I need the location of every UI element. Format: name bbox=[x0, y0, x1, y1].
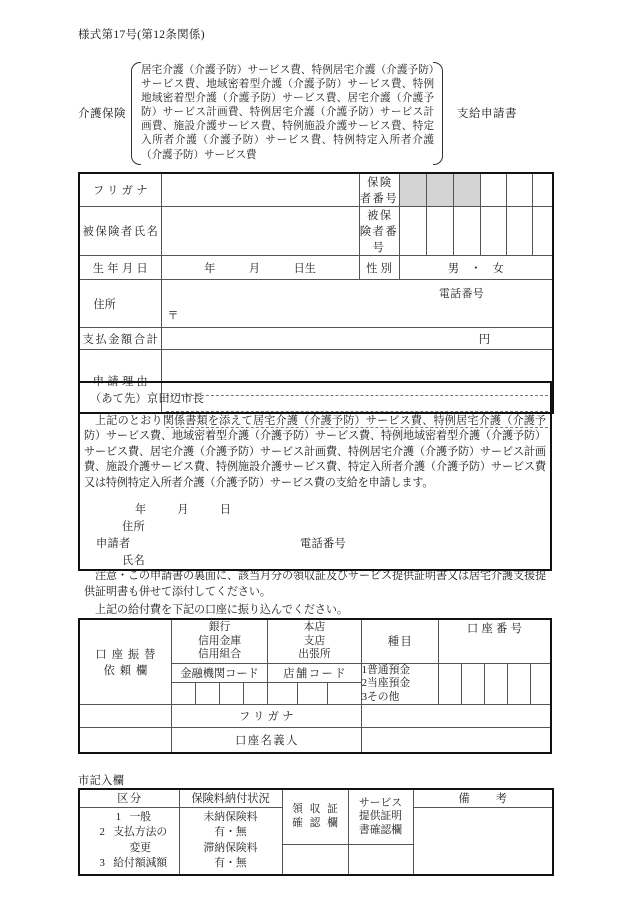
table-row bbox=[79, 207, 553, 256]
bank-row-label-line2: 依頼欄 bbox=[103, 665, 153, 677]
title-service-list: 居宅介護（介護予防）サービス費、特例居宅介護（介護予防）サービス費、地域密着型介護（介護予防）サービス費、特例地域密着型介護（介護予防）サービス費、居宅介護（介護予防）サービス計画費、特例居宅介護（介護予防）サービス計画費、施設介護サービス費、特例施設介護サービス費、特定入所者介護（介護予防）サービス費、特例特定入所者介護（介護予防）サービス費 bbox=[141, 65, 434, 161]
gender-value-cell[interactable] bbox=[399, 256, 553, 280]
kubun-header: 区分 bbox=[117, 793, 143, 806]
table-row bbox=[79, 619, 551, 663]
bank-blank-cell-1 bbox=[79, 705, 171, 728]
branch-code-box-1[interactable] bbox=[268, 682, 298, 704]
kubun-text-3: 給付額減額 bbox=[113, 857, 168, 870]
insurer-number-box-3[interactable] bbox=[453, 173, 480, 207]
table-row bbox=[79, 728, 551, 753]
account-holder-input-cell[interactable] bbox=[361, 728, 551, 753]
signature-tel-label: 電話番号 bbox=[300, 538, 346, 550]
birthdate-label: 生年月日 bbox=[92, 262, 152, 275]
title-block bbox=[78, 62, 552, 165]
branch-type-cell[interactable] bbox=[268, 619, 361, 663]
birthdate-input-cell[interactable] bbox=[161, 256, 359, 280]
address-label-cell bbox=[79, 280, 161, 328]
address-label: 住所 bbox=[93, 298, 116, 311]
signature-address-label: 住所 bbox=[122, 521, 145, 533]
signature-name-label: 氏名 bbox=[122, 555, 145, 567]
remarks-input-cell[interactable] bbox=[413, 807, 553, 875]
payment-total-label: 支払金額合計 bbox=[82, 333, 160, 346]
brace-left-icon bbox=[131, 62, 141, 165]
kind-header: 種目 bbox=[387, 636, 414, 649]
reason-label: 申請理由 bbox=[92, 375, 152, 388]
insurer-number-box-1[interactable] bbox=[399, 173, 426, 207]
bank-type-2: 信用組合 bbox=[197, 648, 242, 660]
kind-option-0: 1普通預金 bbox=[361, 663, 411, 676]
insurer-number-label: 保険者番号 bbox=[359, 177, 399, 205]
insured-name-input-cell[interactable] bbox=[161, 207, 359, 256]
insurer-number-box-2[interactable] bbox=[426, 173, 453, 207]
insured-number-box-2[interactable] bbox=[426, 207, 453, 256]
branch-type-2: 出張所 bbox=[298, 648, 331, 660]
branch-type-0: 本店 bbox=[303, 621, 326, 633]
bank-type-cell[interactable] bbox=[171, 619, 267, 663]
kubun-item-0 bbox=[80, 810, 179, 826]
kubun-options-cell[interactable] bbox=[79, 807, 179, 875]
bank-row-label-cell bbox=[79, 619, 171, 705]
branch-code-label-cell bbox=[268, 663, 361, 682]
table-row bbox=[79, 256, 553, 280]
service-cert-header-cell: サービス 提供証明 書確認欄 bbox=[348, 789, 413, 844]
furigana-label: フリガナ bbox=[93, 185, 151, 197]
branch-code-box-2[interactable] bbox=[298, 682, 328, 704]
receipt-check-header-cell: 領 収 証 確 認 欄 bbox=[282, 789, 348, 844]
kind-option-1: 2当座預金 bbox=[361, 677, 411, 689]
payment-status-2: 滞納保険料 bbox=[203, 841, 258, 854]
account-number-box-5[interactable] bbox=[531, 663, 551, 705]
gender-label: 性別 bbox=[366, 262, 396, 275]
applicant-info-table bbox=[78, 172, 554, 414]
kubun-header-cell bbox=[79, 789, 179, 807]
payment-status-header: 保険料納付状況 bbox=[191, 793, 270, 806]
insured-number-box-4[interactable] bbox=[480, 207, 506, 256]
city-section-label: 市記入欄 bbox=[78, 775, 125, 787]
applicant-label: 申請者 bbox=[96, 538, 131, 550]
payment-status-header-cell bbox=[179, 789, 282, 807]
city-use-table bbox=[78, 788, 554, 876]
bank-type-0: 銀行 bbox=[208, 621, 231, 633]
account-number-box-1[interactable] bbox=[438, 663, 461, 705]
addressee-line: （あて先）京田辺市長 bbox=[90, 393, 204, 405]
account-furigana-label: フリガナ bbox=[239, 711, 297, 723]
insured-number-label: 被保険者番号 bbox=[359, 210, 399, 254]
payment-status-1: 有・無 bbox=[214, 826, 247, 839]
payment-total-input-cell[interactable] bbox=[161, 328, 553, 350]
table-row bbox=[79, 328, 553, 350]
furigana-label-cell bbox=[79, 173, 161, 207]
currency-unit: 円 bbox=[478, 333, 491, 346]
branch-code-box-3[interactable] bbox=[328, 682, 361, 704]
account-number-box-3[interactable] bbox=[485, 663, 508, 705]
kind-options-cell[interactable] bbox=[361, 663, 438, 705]
kubun-item-2 bbox=[80, 841, 179, 857]
bank-code-box-3[interactable] bbox=[220, 682, 244, 704]
account-number-header-cell bbox=[438, 619, 551, 663]
signature-date-line[interactable]: 年 月 日 bbox=[135, 504, 241, 516]
declaration-paragraph: 上記のとおり関係書類を添えて居宅介護（介護予防）サービス費、特例居宅介護（介護予防）サービス費、地域密着型介護（介護予防）サービス費、特例地域密着型介護（介護予防）サービス費、居宅介護（介護予防）サービス計画費、特例居宅介護（介護予防）サービス計画費、施設介護サービス費、特例施設介護サービス費、特定入所者介護（介護予防）サービス費又は特例特定入所者介護（介護予防）サービス費の支給を申請します。 bbox=[84, 415, 546, 489]
account-holder-label-cell bbox=[171, 728, 361, 753]
title-left-label: 介護保険 bbox=[78, 108, 126, 121]
branch-code-label: 店舗コード bbox=[283, 667, 348, 680]
account-furigana-input-cell[interactable] bbox=[361, 705, 551, 728]
bank-code-label-cell bbox=[171, 663, 267, 682]
insurer-number-box-4[interactable] bbox=[480, 173, 506, 207]
account-number-box-2[interactable] bbox=[462, 663, 485, 705]
bank-transfer-table bbox=[78, 618, 552, 754]
bank-row-label-line1: 口座振替 bbox=[95, 649, 161, 661]
insurer-number-label-cell bbox=[359, 173, 399, 207]
bank-code-box-1[interactable] bbox=[171, 682, 195, 704]
gender-label-cell bbox=[359, 256, 399, 280]
account-number-header: 口座番号 bbox=[466, 623, 526, 635]
insured-number-box-1[interactable] bbox=[399, 207, 426, 256]
account-holder-label: 口座名義人 bbox=[235, 734, 300, 747]
payment-total-label-cell bbox=[79, 328, 161, 350]
attachment-note: 注意・この申請書の裏面に、該当月分の領収証及びサービス提供証明書又は居宅介護支援提供証明書も併せて添付してください。 bbox=[84, 570, 546, 598]
kubun-num-0: 1 bbox=[115, 810, 122, 823]
table-row bbox=[79, 705, 551, 728]
table-row bbox=[79, 280, 553, 328]
insured-number-box-5[interactable] bbox=[506, 207, 532, 256]
account-number-box-4[interactable] bbox=[508, 663, 531, 705]
insured-number-box-6[interactable] bbox=[532, 207, 553, 256]
insured-name-label-cell bbox=[79, 207, 161, 256]
furigana-input-cell[interactable] bbox=[161, 173, 359, 207]
kubun-num-3: 3 bbox=[99, 857, 105, 870]
title-right-label: 支給申請書 bbox=[457, 108, 517, 121]
remarks-header: 備考 bbox=[458, 793, 533, 806]
receipt-check-input-cell[interactable] bbox=[282, 844, 348, 875]
gender-value: 男 ・ 女 bbox=[447, 262, 504, 275]
bank-type-1: 信用金庫 bbox=[197, 634, 242, 647]
kubun-text-0: 一般 bbox=[129, 810, 152, 823]
kind-header-cell bbox=[361, 619, 438, 663]
payment-status-0: 未納保険料 bbox=[203, 810, 258, 823]
kubun-text-2: 変更 bbox=[129, 841, 152, 854]
insured-name-label: 被保険者氏名 bbox=[82, 226, 160, 238]
table-row bbox=[79, 173, 553, 207]
address-tel-label: 電話番号 bbox=[438, 287, 485, 300]
address-input-cell[interactable] bbox=[161, 280, 553, 328]
kubun-text-1: 支払方法の bbox=[113, 826, 168, 839]
insured-number-label-cell bbox=[359, 207, 399, 256]
table-row bbox=[79, 789, 553, 807]
birthdate-label-cell bbox=[79, 256, 161, 280]
brace-right-icon bbox=[433, 62, 443, 165]
title-brace-group bbox=[131, 62, 443, 165]
insurer-number-box-6[interactable] bbox=[532, 173, 553, 207]
kubun-item-3 bbox=[80, 856, 179, 872]
payment-status-3: 有・無 bbox=[214, 857, 247, 870]
account-furigana-label-cell bbox=[171, 705, 361, 728]
service-cert-input-cell[interactable] bbox=[348, 844, 413, 875]
bank-blank-cell-2 bbox=[79, 728, 171, 753]
insured-number-box-3[interactable] bbox=[453, 207, 480, 256]
kubun-num-1: 2 bbox=[99, 826, 105, 839]
payment-status-cell[interactable] bbox=[179, 807, 282, 875]
birthdate-value: 年 月 日生 bbox=[204, 262, 316, 275]
bank-code-box-4[interactable] bbox=[244, 682, 268, 704]
insurer-number-box-5[interactable] bbox=[506, 173, 532, 207]
branch-type-1: 支店 bbox=[303, 634, 326, 647]
form-number: 様式第17号(第12条関係) bbox=[78, 29, 205, 41]
bank-code-box-2[interactable] bbox=[195, 682, 219, 704]
remarks-header-cell bbox=[413, 789, 553, 807]
transfer-note: 上記の給付費を下記の口座に振り込んでください。 bbox=[95, 604, 348, 616]
postal-mark-icon: 〒 bbox=[167, 309, 179, 322]
kubun-item-1 bbox=[80, 825, 179, 841]
bank-code-label: 金融機関コード bbox=[180, 667, 259, 680]
kind-option-2: 3その他 bbox=[361, 690, 400, 703]
